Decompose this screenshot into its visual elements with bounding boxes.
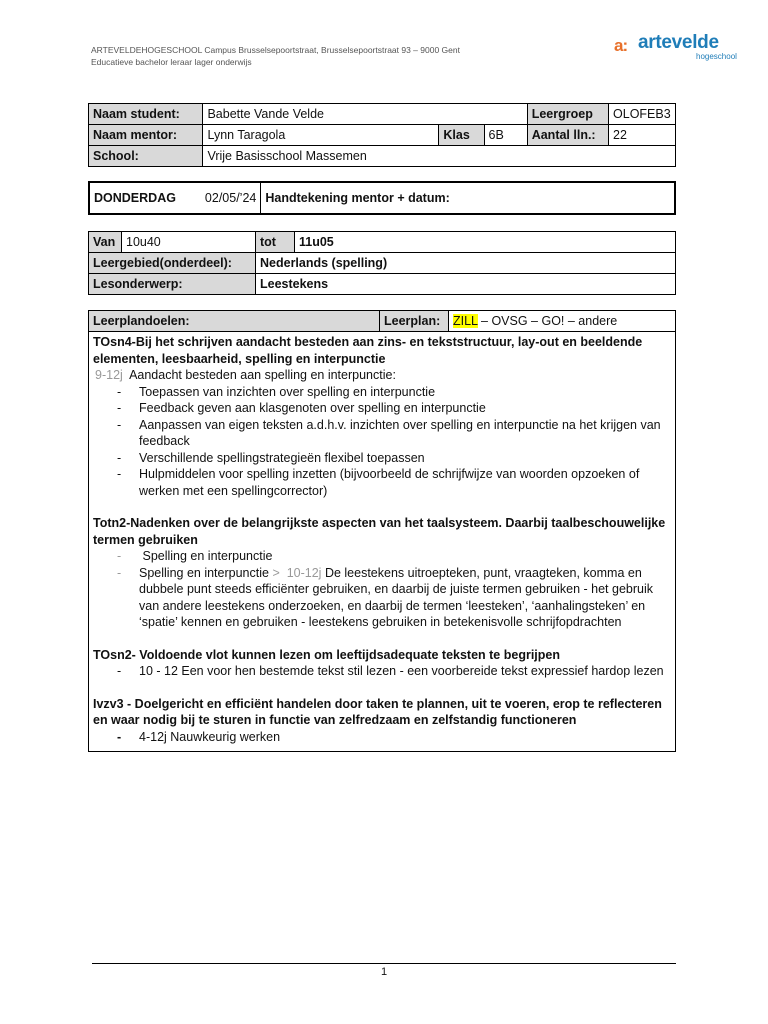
day-cell — [89, 182, 261, 214]
goal-2-arrow: > — [272, 565, 280, 580]
goal-3-list — [93, 663, 671, 680]
leerplan-zill: ZILL — [453, 314, 478, 328]
van-value: 10u40 — [122, 232, 256, 253]
goal-1-list — [93, 384, 671, 500]
list-item: - Verschillende spellingstrategieën flexibel toepassen — [117, 450, 671, 467]
lesson-table — [88, 231, 676, 295]
mentor-name: Lynn Taragola — [203, 125, 439, 146]
mentor-label: Naam mentor: — [89, 125, 203, 146]
date: 02/05/’24 — [204, 191, 257, 205]
list-item: - Feedback geven aan klasgenoten over spelling en interpunctie — [117, 400, 671, 417]
aantal-value: 22 — [609, 125, 676, 146]
list-item: - Hulpmiddelen voor spelling inzetten (bijvoorbeeld de schrijfwijze van woorden opzoeken of werken met een spellingcorrector) — [117, 466, 671, 499]
logo-name: artevelde — [638, 32, 719, 53]
goal-3-title: TOsn2- Voldoende vlot kunnen lezen om leeftijdsadequate teksten te begrijpen — [93, 647, 560, 662]
school-name: Vrije Basisschool Massemen — [203, 146, 676, 167]
goal-1-age: 9-12j — [95, 368, 123, 382]
leerplan-rest: – OVSG – GO! – andere — [477, 314, 618, 328]
program-name: Educatieve bachelor leraar lager onderwijs — [91, 57, 252, 67]
student-info-table — [88, 103, 676, 167]
leergroep-label: Leergroep — [527, 104, 608, 125]
student-name: Babette Vande Velde — [203, 104, 527, 125]
klas-value: 6B — [484, 125, 527, 146]
goals-label: Leerplandoelen: — [89, 311, 380, 332]
artevelde-logo — [612, 32, 737, 62]
goal-4-list — [93, 729, 671, 746]
goal-2-item-2-text: De leestekens uitroepteken, punt, vraagteken, komma en dubbele punt steeds efficiënter gebruiken, en daarbij de juiste termen gebruiken - het gebruik van andere leestekens onderzoeken, en daarbij de termen ‘leesteken’, ‘aanhalingsteken’ en ‘spatie’ kennen en gebruiken - leestekens gebruiken in betekenisvolle schrijfopdrachten — [139, 565, 653, 629]
goals-content — [89, 332, 676, 752]
signature-label: Handtekening mentor + datum: — [261, 182, 675, 214]
list-item: - Aanpassen van eigen teksten a.d.h.v. inzichten over spelling en interpunctie na het krijgen van feedback — [117, 417, 671, 450]
goal-1-title: TOsn4-Bij het schrijven aandacht besteden aan zins- en tekststructuur, lay-out en beeldende elementen, leesbaarheid, spelling en interpunctie — [93, 335, 643, 366]
footer-divider — [92, 963, 676, 964]
leergebied-label: Leergebied(onderdeel): — [89, 253, 256, 274]
leergroep-value: OLOFEB3 — [609, 104, 676, 125]
goal-2-list — [93, 548, 671, 631]
klas-label: Klas — [439, 125, 484, 146]
goal-1-sub — [93, 367, 671, 384]
goal-2-item-2-pre: Spelling en interpunctie — [139, 565, 269, 580]
goal-1-subtitle: Aandacht besteden aan spelling en interpunctie: — [129, 368, 396, 382]
goals-table — [88, 310, 676, 752]
school-label: School: — [89, 146, 203, 167]
aantal-label: Aantal lln.: — [527, 125, 608, 146]
list-item — [117, 565, 671, 631]
goal-4-title: Ivzv3 - Doelgericht en efficiënt handelen door taken te plannen, uit te voeren, erop te reflecteren en waar nodig bij te sturen in functie van zelfredzaam en zelfstandig functioneren — [93, 696, 662, 727]
onderwerp-label: Lesonderwerp: — [89, 274, 256, 295]
student-label: Naam student: — [89, 104, 203, 125]
logo-mark: a: — [614, 36, 628, 55]
list-item — [117, 548, 671, 565]
goal-2-title: Totn2-Nadenken over de belangrijkste aspecten van het taalsysteem. Daarbij taalbeschouwelijke termen gebruiken — [93, 516, 666, 547]
weekday: DONDERDAG — [94, 191, 176, 205]
van-label: Van — [89, 232, 122, 253]
school-header — [91, 44, 460, 68]
day-table — [88, 181, 676, 215]
list-item: - 4-12j Nauwkeurig werken — [117, 729, 671, 746]
leerplan-label: Leerplan: — [380, 311, 449, 332]
leerplan-value — [449, 311, 676, 332]
school-address: ARTEVELDEHOGESCHOOL Campus Brusselsepoortstraat, Brusselsepoortstraat 93 – 9000 Gent — [91, 45, 460, 55]
logo-sub: hogeschool — [696, 52, 737, 61]
list-item: - 10 - 12 Een voor hen bestemde tekst stil lezen - een voorbereide tekst expressief hardop lezen — [117, 663, 671, 680]
onderwerp-value: Leestekens — [256, 274, 676, 295]
goal-2-item-1: Spelling en interpunctie — [142, 549, 273, 563]
tot-label: tot — [256, 232, 295, 253]
tot-value: 11u05 — [295, 232, 676, 253]
list-item: - Toepassen van inzichten over spelling en interpunctie — [117, 384, 671, 401]
page-number: 1 — [380, 966, 388, 978]
leergebied-value: Nederlands (spelling) — [256, 253, 676, 274]
goal-2-age: 10-12j — [286, 565, 322, 580]
